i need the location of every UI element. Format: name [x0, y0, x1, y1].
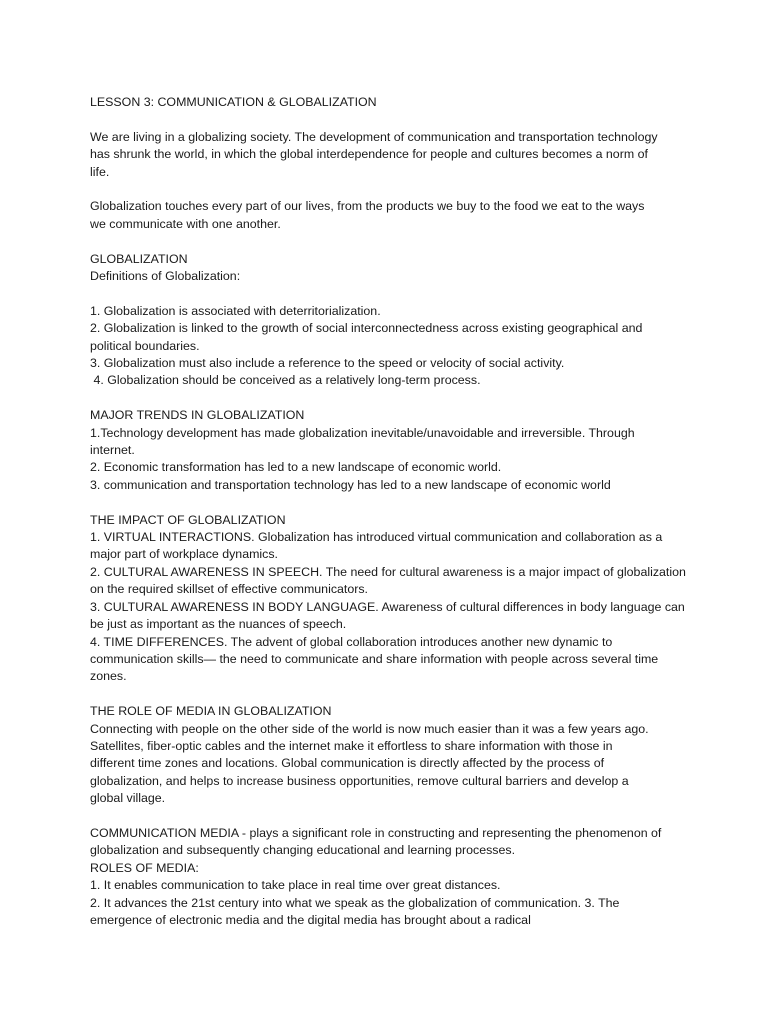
impact-item: communication skills— the need to communicate and share information with people across several time [90, 651, 659, 666]
document-page [90, 94, 690, 929]
impact-item: zones. [90, 669, 127, 684]
blank-line [90, 686, 690, 703]
trend-item: internet. [90, 443, 135, 458]
section-heading-globalization: GLOBALIZATION [90, 251, 188, 266]
blank-line [90, 233, 690, 250]
globalization-paragraph-line: Globalization touches every part of our lives, from the products we buy to the food we eat to the ways [90, 199, 645, 214]
globalization-paragraph-line: we communicate with one another. [90, 216, 281, 231]
communication-media-line: globalization and subsequently changing educational and learning processes. [90, 843, 516, 858]
section-heading-major-trends: MAJOR TRENDS IN GLOBALIZATION [90, 408, 305, 423]
trend-item: 2. Economic transformation has led to a new landscape of economic world. [90, 460, 502, 475]
intro-paragraph-line: We are living in a globalizing society. The development of communication and transportation technology [90, 129, 658, 144]
blank-line [90, 390, 690, 407]
definition-item: 2. Globalization is linked to the growth of social interconnectedness across existing geographical and [90, 321, 643, 336]
impact-item: be just as important as the nuances of speech. [90, 617, 347, 632]
blank-line [90, 494, 690, 511]
blank-line [90, 181, 690, 198]
impact-item: on the required skillset of effective communicators. [90, 582, 369, 597]
section-heading-role-of-media: THE ROLE OF MEDIA IN GLOBALIZATION [90, 704, 332, 719]
definition-item: political boundaries. [90, 338, 200, 353]
role-item: emergence of electronic media and the digital media has brought about a radical [90, 912, 531, 927]
media-paragraph-line: Connecting with people on the other side of the world is now much easier than it was a few years ago. [90, 721, 649, 736]
impact-item: 2. CULTURAL AWARENESS IN SPEECH. The need for cultural awareness is a major impact of globalization [90, 564, 686, 579]
blank-line [90, 808, 690, 825]
section-heading-impact: THE IMPACT OF GLOBALIZATION [90, 512, 286, 527]
impact-item: major part of workplace dynamics. [90, 547, 278, 562]
lesson-title: LESSON 3: COMMUNICATION & GLOBALIZATION [90, 95, 377, 109]
trend-item: 1.Technology development has made globalization inevitable/unavoidable and irreversible. Through [90, 425, 635, 440]
media-paragraph-line: Satellites, fiber-optic cables and the internet make it effortless to share information with those in [90, 738, 613, 753]
definition-item: 3. Globalization must also include a reference to the speed or velocity of social activity. [90, 356, 565, 371]
impact-item: 4. TIME DIFFERENCES. The advent of global collaboration introduces another new dynamic to [90, 634, 613, 649]
trend-item: 3. communication and transportation technology has led to a new landscape of economic world [90, 477, 611, 492]
media-paragraph-line: global village. [90, 791, 166, 806]
impact-item: 3. CULTURAL AWARENESS IN BODY LANGUAGE. Awareness of cultural differences in body language can [90, 599, 685, 614]
impact-item: 1. VIRTUAL INTERACTIONS. Globalization has introduced virtual communication and collaboration as a [90, 530, 663, 545]
roles-of-media-heading: ROLES OF MEDIA: [90, 860, 199, 875]
role-item: 1. It enables communication to take place in real time over great distances. [90, 878, 501, 893]
role-item: 2. It advances the 21st century into what we speak as the globalization of communication. 3. The [90, 895, 620, 910]
blank-line [90, 111, 690, 128]
intro-paragraph-line: life. [90, 164, 110, 179]
media-paragraph-line: different time zones and locations. Global communication is directly affected by the process of [90, 756, 605, 771]
blank-line [90, 285, 690, 302]
definitions-subheading: Definitions of Globalization: [90, 269, 241, 284]
media-paragraph-line: globalization, and helps to increase business opportunities, remove cultural barriers and develop a [90, 773, 629, 788]
definition-item: 4. Globalization should be conceived as a relatively long-term process. [90, 373, 481, 388]
intro-paragraph-line: has shrunk the world, in which the global interdependence for people and cultures becomes a norm of [90, 147, 648, 162]
communication-media-line: COMMUNICATION MEDIA - plays a significant role in constructing and representing the phenomenon of [90, 825, 662, 840]
definition-item: 1. Globalization is associated with deterritorialization. [90, 303, 381, 318]
